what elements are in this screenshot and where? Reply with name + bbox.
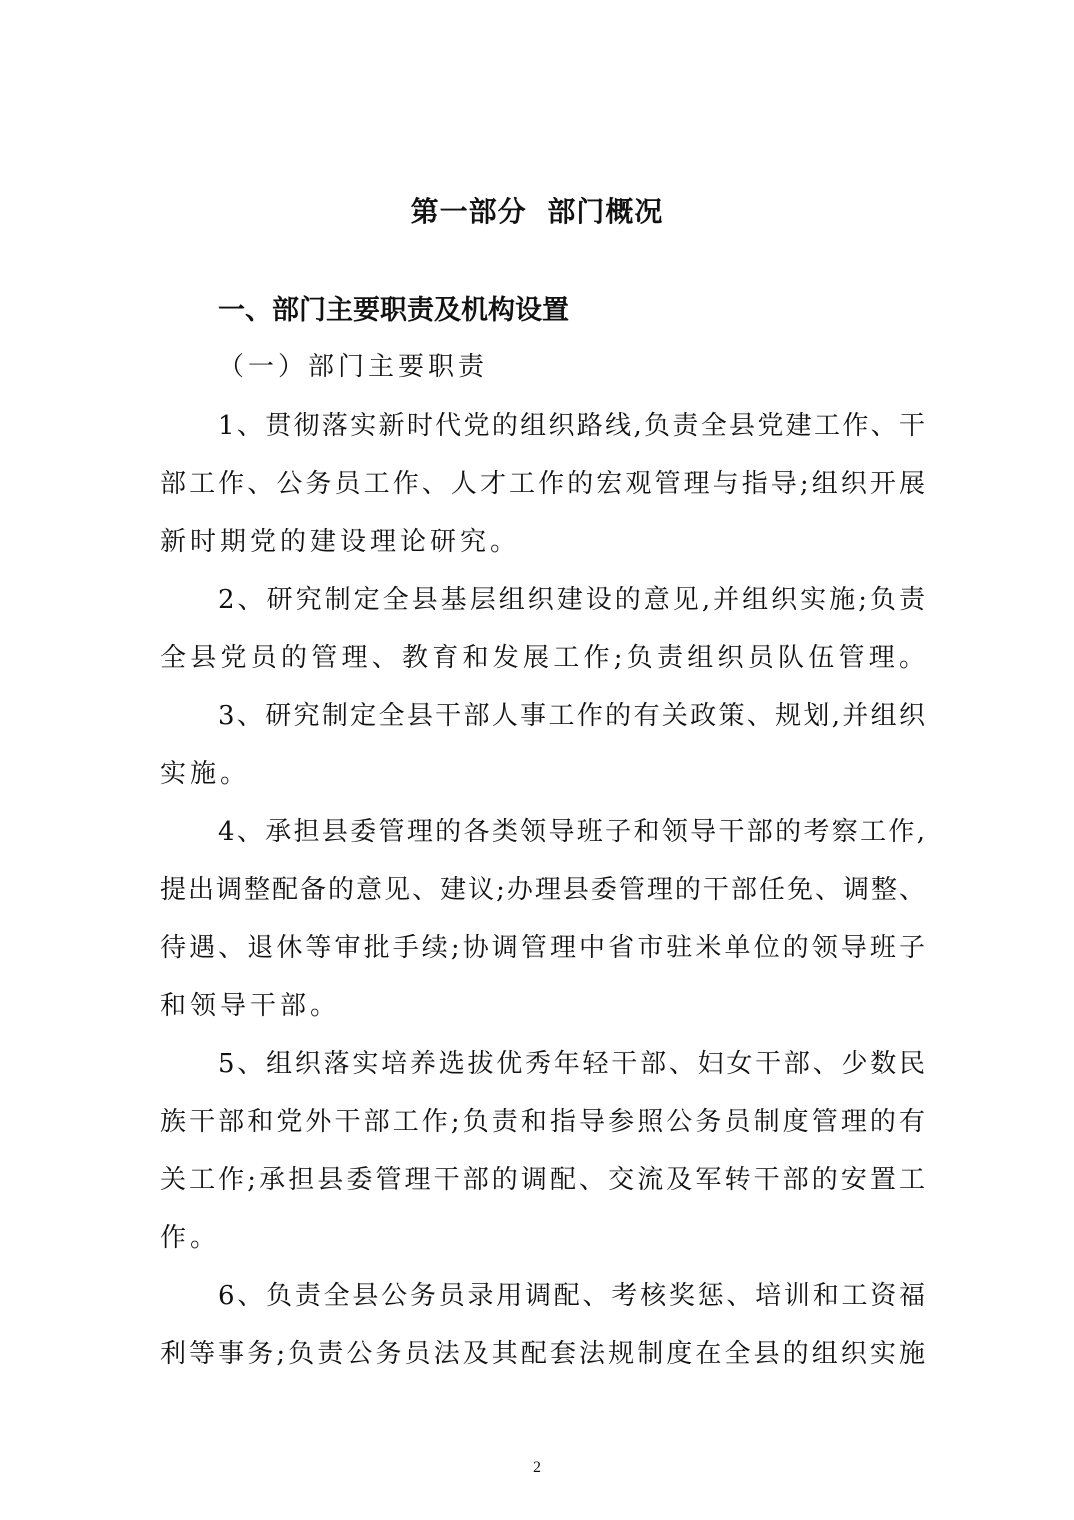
paragraph-1-line-3: 新时期党的建设理论研究。 <box>160 527 521 557</box>
paragraph-6-line-1: 6、负责全县公务员录用调配、考核奖惩、培训和工资福 <box>218 1281 925 1311</box>
paragraph-3-line-1: 3、研究制定全县干部人事工作的有关政策、规划,并组织 <box>218 701 925 731</box>
section-heading: 一、部门主要职责及机构设置 <box>218 295 569 326</box>
paragraph-4-line-3: 待遇、退休等审批手续;协调管理中省市驻米单位的领导班子 <box>160 933 925 963</box>
paragraph-2-line-2: 全县党员的管理、教育和发展工作;负责组织员队伍管理。 <box>160 643 925 673</box>
paragraph-5-line-1: 5、组织落实培养选拔优秀年轻干部、妇女干部、少数民 <box>218 1049 925 1079</box>
paragraph-5-line-4: 作。 <box>160 1223 221 1253</box>
page-number: 2 <box>533 1459 541 1476</box>
page-title: 第一部分 部门概况 <box>410 195 664 228</box>
paragraph-4-line-4: 和领导干部。 <box>160 991 341 1021</box>
paragraph-2-line-1: 2、研究制定全县基层组织建设的意见,并组织实施;负责 <box>218 585 925 615</box>
subsection-heading: （一）部门主要职责 <box>218 352 489 382</box>
paragraph-4-line-1: 4、承担县委管理的各类领导班子和领导干部的考察工作, <box>218 817 925 847</box>
paragraph-6-line-2: 利等事务;负责公务员法及其配套法规制度在全县的组织实施 <box>160 1339 925 1369</box>
paragraph-4-line-2: 提出调整配备的意见、建议;办理县委管理的干部任免、调整、 <box>160 875 925 905</box>
paragraph-5-line-3: 关工作;承担县委管理干部的调配、交流及军转干部的安置工 <box>160 1165 925 1195</box>
paragraph-5-line-2: 族干部和党外干部工作;负责和指导参照公务员制度管理的有 <box>160 1107 925 1137</box>
paragraph-1-line-1: 1、贯彻落实新时代党的组织路线,负责全县党建工作、干 <box>218 411 925 441</box>
paragraph-3-line-2: 实施。 <box>160 759 251 789</box>
paragraph-1-line-2: 部工作、公务员工作、人才工作的宏观管理与指导;组织开展 <box>160 469 925 499</box>
